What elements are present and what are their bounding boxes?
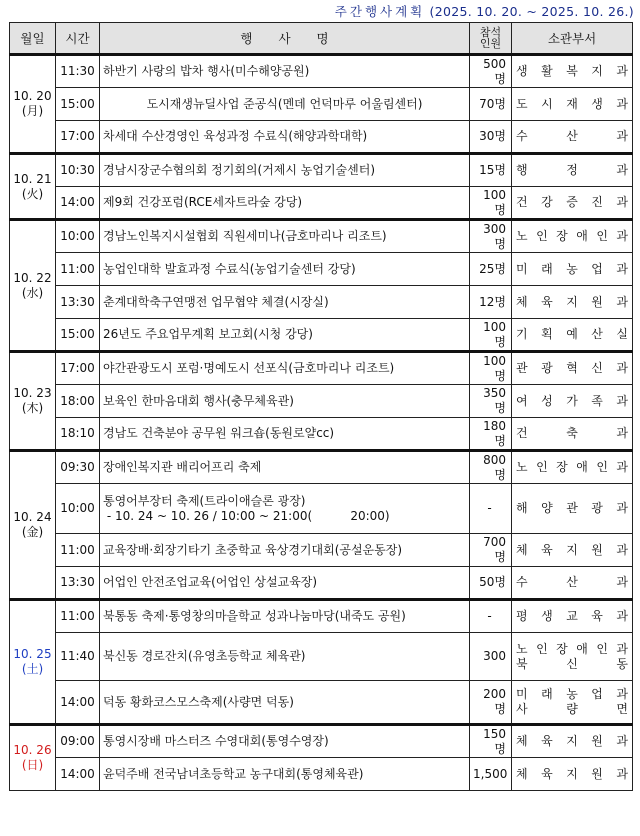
event-title: 도시재생뉴딜사업 준공식(멘데 언덕마루 어울림센터)	[100, 88, 470, 121]
event-time: 14:00	[56, 187, 100, 220]
dept-name: 생 활 복 지 과	[516, 64, 628, 78]
document-heading	[335, 2, 634, 20]
weekly-schedule-table	[9, 22, 633, 791]
event-title: 농업인대학 발효과정 수료식(농업기술센터 강당)	[100, 253, 470, 286]
col-header-attendance-line1: 참석	[479, 26, 502, 39]
schedule-row	[10, 220, 633, 253]
schedule-row	[10, 253, 633, 286]
event-dept	[512, 451, 633, 484]
schedule-row	[10, 633, 633, 681]
col-header-event: 행사명	[100, 23, 470, 55]
day-weekday: (金)	[21, 525, 44, 539]
schedule-row	[10, 418, 633, 451]
event-time: 15:00	[56, 88, 100, 121]
schedule-row	[10, 600, 633, 633]
schedule-body	[10, 55, 633, 791]
event-attendance: 30명	[470, 121, 512, 154]
heading-period: (2025. 10. 20. ~ 2025. 10. 26.)	[429, 4, 634, 19]
event-time: 17:00	[56, 352, 100, 385]
day-cell	[10, 451, 56, 600]
schedule-row	[10, 286, 633, 319]
schedule-row	[10, 725, 633, 758]
event-dept	[512, 600, 633, 633]
schedule-row	[10, 154, 633, 187]
event-time: 18:10	[56, 418, 100, 451]
event-attendance: 100명	[470, 319, 512, 352]
event-dept	[512, 758, 633, 791]
dept-name: 수 산 과	[516, 129, 628, 143]
event-attendance: 12명	[470, 286, 512, 319]
event-time: 15:00	[56, 319, 100, 352]
schedule-row	[10, 55, 633, 88]
event-title: 어업인 안전조업교육(어업인 상설교육장)	[100, 567, 470, 600]
event-title: 북통동 축제·통영창의마을학교 성과나눔마당(내죽도 공원)	[100, 600, 470, 633]
col-header-attendance-line2: 인원	[479, 37, 502, 50]
event-title: 26년도 주요업무계획 보고회(시청 강당)	[100, 319, 470, 352]
event-dept	[512, 187, 633, 220]
schedule-row	[10, 88, 633, 121]
dept-name: 노 인 장 애 인 과	[516, 229, 628, 243]
day-date: 10. 25	[13, 647, 52, 661]
col-header-dept: 소관부서	[512, 23, 633, 55]
event-title: 춘계대학축구연맹전 업무협약 체결(시장실)	[100, 286, 470, 319]
dept-name: 행 정 과	[516, 163, 628, 177]
day-weekday: (木)	[21, 401, 44, 415]
event-dept	[512, 484, 633, 534]
event-dept	[512, 633, 633, 681]
day-cell	[10, 600, 56, 725]
event-time: 18:00	[56, 385, 100, 418]
event-time: 13:30	[56, 567, 100, 600]
event-time: 09:30	[56, 451, 100, 484]
dept-name: 건 축 과	[516, 426, 628, 440]
day-cell	[10, 154, 56, 220]
schedule-row	[10, 352, 633, 385]
event-attendance: 300명	[470, 220, 512, 253]
day-cell	[10, 352, 56, 451]
dept-name: 체 육 지 원 과	[516, 542, 628, 557]
schedule-row	[10, 121, 633, 154]
event-dept	[512, 154, 633, 187]
event-dept	[512, 534, 633, 567]
day-cell	[10, 220, 56, 352]
event-title: 보육인 한마음대회 행사(충무체육관)	[100, 385, 470, 418]
dept-name: 건 강 증 진 과	[516, 195, 628, 209]
event-title: 덕동 황화코스모스축제(사량면 덕동)	[100, 681, 470, 725]
event-title: 장애인복지관 배리어프리 축제	[100, 451, 470, 484]
event-dept	[512, 55, 633, 88]
schedule-row	[10, 758, 633, 791]
day-date: 10. 21	[13, 171, 52, 186]
dept-name: 미 래 농 업 과	[516, 687, 628, 701]
event-attendance: 150명	[470, 725, 512, 758]
event-title: 경남도 건축분야 공무원 워크숍(동원로얄cc)	[100, 418, 470, 451]
event-time: 17:00	[56, 121, 100, 154]
event-attendance: -	[470, 484, 512, 534]
event-dept	[512, 220, 633, 253]
dept-name: 미 래 농 업 과	[516, 261, 628, 276]
event-dept	[512, 567, 633, 600]
dept-name: 평 생 교 육 과	[516, 609, 628, 623]
event-attendance: 200명	[470, 681, 512, 725]
event-dept	[512, 681, 633, 725]
event-dept	[512, 352, 633, 385]
dept-name: 북 신 동	[516, 656, 628, 671]
heading-label: 주간행사계획	[334, 4, 426, 19]
event-time: 09:00	[56, 725, 100, 758]
event-attendance: 500명	[470, 55, 512, 88]
event-time: 11:00	[56, 534, 100, 567]
day-cell	[10, 725, 56, 791]
day-weekday: (日)	[21, 758, 44, 772]
event-dept	[512, 418, 633, 451]
event-dept	[512, 253, 633, 286]
day-weekday: (月)	[21, 104, 44, 118]
event-title: 제9회 건강포럼(RCE세자트라숲 강당)	[100, 187, 470, 220]
event-time: 13:30	[56, 286, 100, 319]
event-time: 10:00	[56, 220, 100, 253]
event-time: 11:00	[56, 600, 100, 633]
event-attendance: 800명	[470, 451, 512, 484]
dept-name: 체 육 지 원 과	[516, 766, 628, 781]
event-attendance: 100명	[470, 352, 512, 385]
event-title: 북신동 경로잔치(유영초등학교 체육관)	[100, 633, 470, 681]
event-dept	[512, 319, 633, 352]
schedule-row	[10, 567, 633, 600]
event-title: 차세대 수산경영인 육성과정 수료식(해양과학대학)	[100, 121, 470, 154]
event-attendance: 70명	[470, 88, 512, 121]
event-attendance: 15명	[470, 154, 512, 187]
schedule-row	[10, 319, 633, 352]
event-attendance: -	[470, 600, 512, 633]
event-attendance: 700명	[470, 534, 512, 567]
dept-name: 도 시 재 생 과	[516, 96, 628, 111]
event-time: 11:30	[56, 55, 100, 88]
day-cell	[10, 55, 56, 154]
event-title: 경남노인복지시설협회 직원세미나(금호마리나 리조트)	[100, 220, 470, 253]
event-time: 14:00	[56, 758, 100, 791]
event-time: 10:30	[56, 154, 100, 187]
dept-name: 체 육 지 원 과	[516, 294, 628, 309]
dept-name: 노 인 장 애 인 과	[516, 460, 628, 474]
event-attendance: 300	[470, 633, 512, 681]
dept-name: 기 획 예 산 실	[516, 327, 628, 341]
event-title: 통영어부장터 축제(트라이애슬론 광장) - 10. 24 ~ 10. 26 / 10:00 ~ 21:00( 20:00)	[100, 484, 470, 534]
day-date: 10. 26	[13, 743, 52, 757]
day-date: 10. 22	[13, 270, 52, 285]
event-title: 경남시장군수협의회 정기회의(거제시 농업기술센터)	[100, 154, 470, 187]
event-dept	[512, 725, 633, 758]
day-date: 10. 24	[13, 510, 52, 524]
event-title: 교육장배·회장기타기 초중학교 육상경기대회(공설운동장)	[100, 534, 470, 567]
event-title: 통영시장배 마스터즈 수영대회(통영수영장)	[100, 725, 470, 758]
dept-name: 관 광 혁 신 과	[516, 361, 628, 375]
event-dept	[512, 88, 633, 121]
dept-name: 여 성 가 족 과	[516, 393, 628, 408]
event-time: 10:00	[56, 484, 100, 534]
day-weekday: (土)	[21, 662, 44, 676]
day-weekday: (火)	[21, 186, 44, 201]
col-header-date: 월일	[10, 23, 56, 55]
dept-name: 체 육 지 원 과	[516, 734, 628, 748]
event-time: 14:00	[56, 681, 100, 725]
schedule-row	[10, 534, 633, 567]
event-attendance: 350명	[470, 385, 512, 418]
col-header-attendance	[470, 23, 512, 55]
event-dept	[512, 286, 633, 319]
header-row	[10, 23, 633, 55]
dept-name: 사 량 면	[516, 702, 628, 716]
event-title: 하반기 사랑의 밥차 행사(미수해양공원)	[100, 55, 470, 88]
event-attendance: 50명	[470, 567, 512, 600]
event-dept	[512, 385, 633, 418]
schedule-row	[10, 451, 633, 484]
event-attendance: 180명	[470, 418, 512, 451]
event-title: 야간관광도시 포럼·명예도시 선포식(금호마리나 리조트)	[100, 352, 470, 385]
day-weekday: (水)	[21, 285, 44, 300]
col-header-time: 시간	[56, 23, 100, 55]
event-time: 11:00	[56, 253, 100, 286]
schedule-row	[10, 385, 633, 418]
event-attendance: 100명	[470, 187, 512, 220]
schedule-row	[10, 484, 633, 534]
dept-name: 수 산 과	[516, 575, 628, 589]
event-attendance: 1,500	[470, 758, 512, 791]
dept-name: 노 인 장 애 인 과	[516, 641, 628, 656]
dept-name: 해 양 관 광 과	[516, 501, 628, 515]
event-time: 11:40	[56, 633, 100, 681]
day-date: 10. 23	[13, 386, 52, 400]
schedule-row	[10, 187, 633, 220]
event-attendance: 25명	[470, 253, 512, 286]
event-dept	[512, 121, 633, 154]
event-title: 윤덕주배 전국남녀초등학교 농구대회(통영체육관)	[100, 758, 470, 791]
schedule-row	[10, 681, 633, 725]
day-date: 10. 20	[13, 89, 52, 103]
